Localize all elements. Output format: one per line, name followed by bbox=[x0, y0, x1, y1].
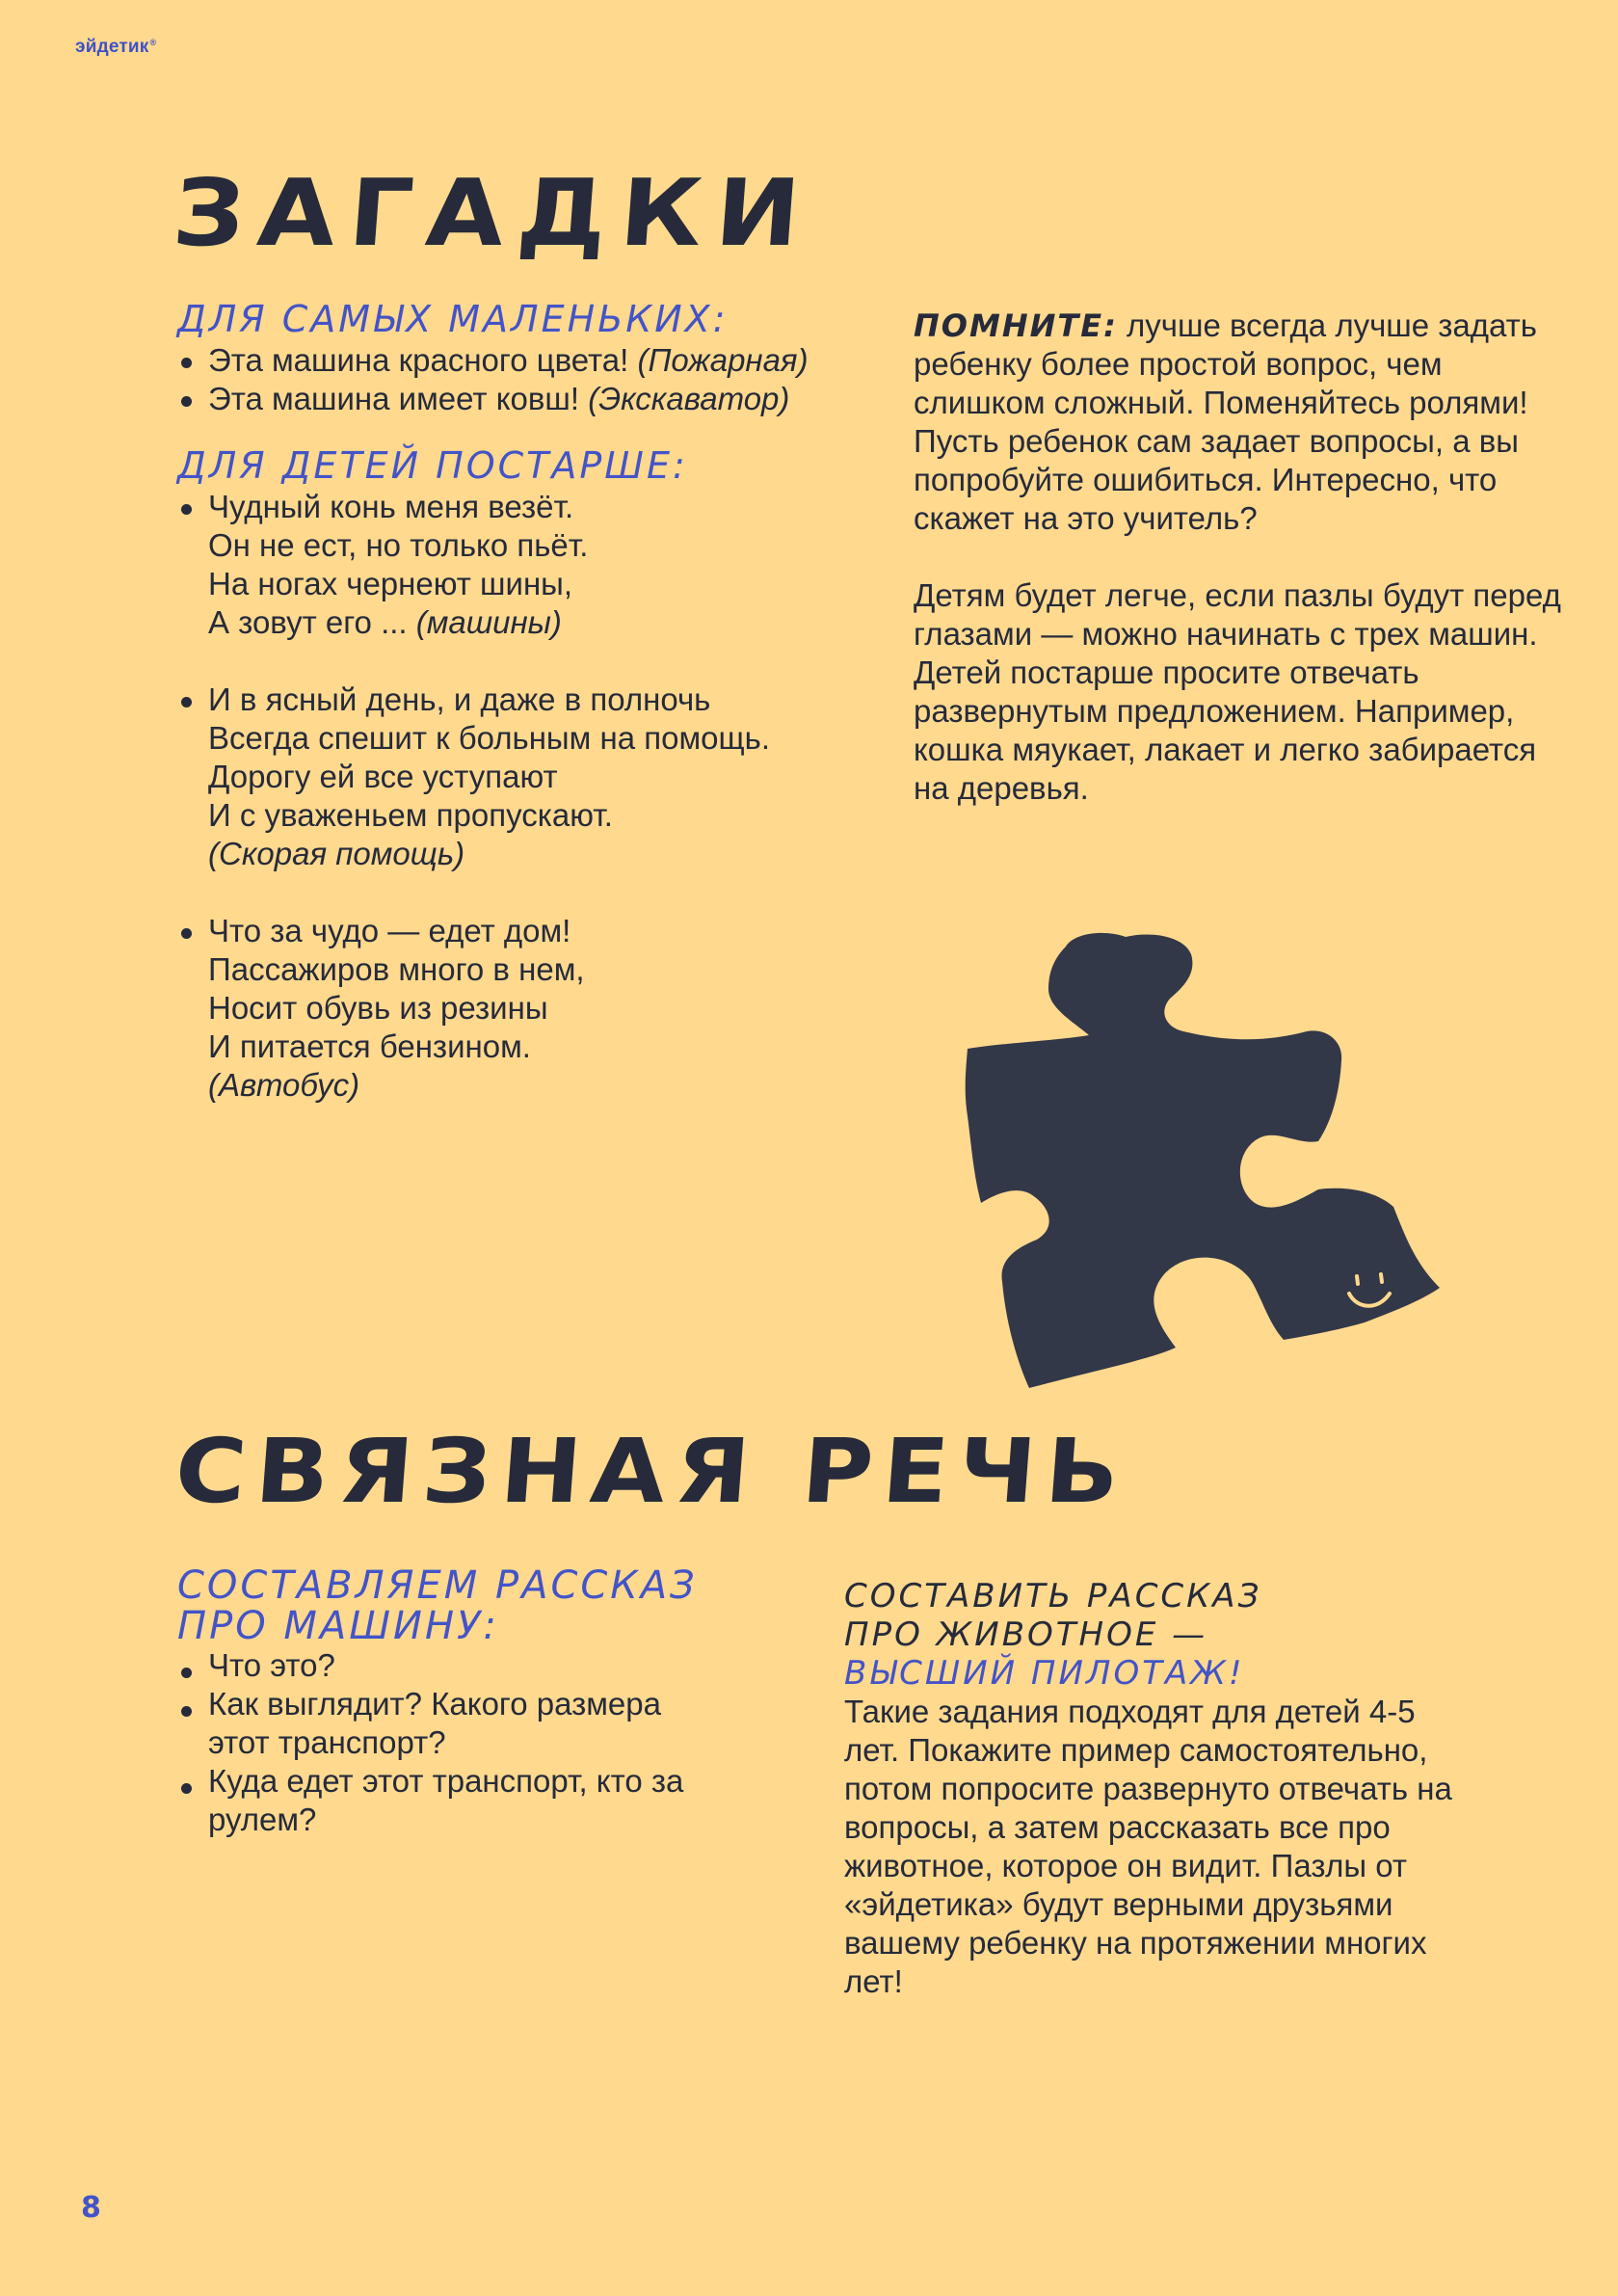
animal-heading-line2: ПРО ЖИВОТНОЕ — bbox=[844, 1615, 1208, 1654]
animal-text: Такие задания подходят для детей 4-5 лет. Покажите пример самостоятельно, потом попросите развернуто отвечать на вопросы, а затем рассказать все про животное, которое он видит. Пазлы от «эйдетика» будут верными друзьями вашему ребенку на протяжении многих лет! bbox=[844, 1694, 1452, 1999]
list-item: Что это? bbox=[177, 1646, 717, 1685]
youngest-list bbox=[177, 341, 910, 418]
list-item: Чудный конь меня везёт. Он не ест, но только пьёт. На ногах чернеют шины, А зовут его ... (машины) bbox=[177, 488, 910, 642]
brand-name: эйдетик bbox=[75, 37, 149, 57]
animal-heading-line3: ВЫСШИЙ ПИЛОТАЖ! bbox=[844, 1654, 1245, 1693]
list-item: Как выглядит? Какого размера этот транспорт? bbox=[177, 1685, 717, 1762]
youngest-heading: ДЛЯ САМЫХ МАЛЕНЬКИХ: bbox=[177, 298, 729, 340]
older-list bbox=[177, 488, 910, 1105]
remember-text-2: Детям будет легче, если пазлы будут перед глазами — можно начинать с трех машин. Детей постарше просите отвечать развернутым предложением. Например, кошка мяукает, лакает и легко забирается на деревья. bbox=[914, 577, 1561, 806]
animal-story-column bbox=[844, 1577, 1519, 2001]
riddle-answer: (машины) bbox=[415, 604, 562, 640]
page-number: 8 bbox=[81, 2191, 101, 2225]
car-questions-list bbox=[177, 1646, 717, 1839]
riddle-answer: (Скорая помощь) bbox=[208, 836, 465, 871]
speech-title: СВЯЗНАЯ РЕЧЬ bbox=[171, 1419, 1133, 1524]
riddles-title: ЗАГАДКИ bbox=[169, 158, 818, 268]
remember-label: ПОМНИТЕ: bbox=[914, 307, 1118, 344]
brand-logo bbox=[75, 37, 156, 58]
car-heading-line1: СОСТАВЛЯЕМ РАССКАЗ bbox=[177, 1563, 698, 1608]
remember-block bbox=[914, 307, 1569, 808]
animal-heading-line1: СОСТАВИТЬ РАССКАЗ bbox=[844, 1577, 1262, 1615]
remember-text: лучше всегда лучше задать ребенку более простой вопрос, чем слишком сложный. Поменяйтесь ролями! Пусть ребенок сам задает вопросы, а вы попробуйте ошибиться. Интересно, что скажет на это учитель? bbox=[914, 307, 1537, 536]
list-item: Эта машина красного цвета! (Пожарная) bbox=[177, 341, 910, 380]
riddle-answer: (Пожарная) bbox=[637, 342, 809, 378]
list-item: Куда едет этот транспорт, кто за рулем? bbox=[177, 1762, 717, 1839]
riddle-answer: (Экскаватор) bbox=[588, 381, 790, 416]
list-item: Эта машина имеет ковш! (Экскаватор) bbox=[177, 380, 910, 418]
riddle-answer: (Автобус) bbox=[208, 1067, 360, 1103]
list-item: И в ясный день, и даже в полночь Всегда спешит к больным на помощь. Дорогу ей все уступают И с уваженьем пропускают. (Скорая помощь) bbox=[177, 681, 910, 873]
list-item: Что за чудо — едет дом! Пассажиров много в нем, Носит обувь из резины И питается бензином. (Автобус) bbox=[177, 912, 910, 1105]
riddles-column bbox=[177, 297, 910, 1105]
older-heading: ДЛЯ ДЕТЕЙ ПОСТАРШЕ: bbox=[177, 444, 688, 487]
puzzle-piece-icon bbox=[960, 927, 1451, 1390]
car-heading-line2: ПРО МАШИНУ: bbox=[177, 1604, 499, 1648]
car-story-column bbox=[177, 1565, 794, 1839]
brand-registered-mark: ® bbox=[149, 37, 157, 47]
